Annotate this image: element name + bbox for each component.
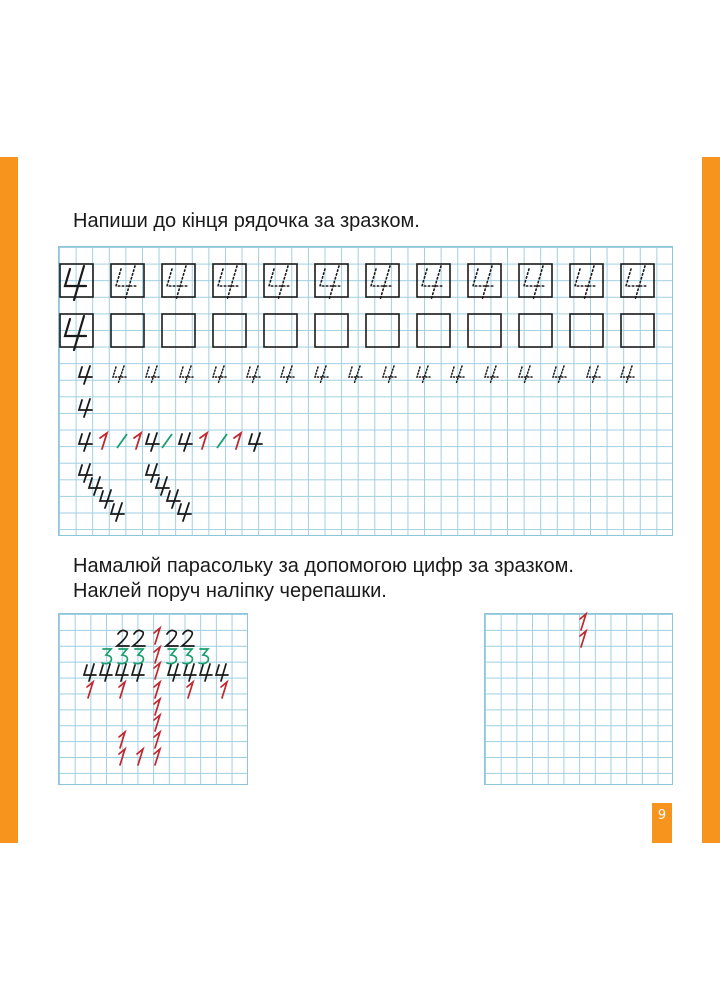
task1-instruction: Напиши до кінця рядочка за зразком. — [73, 210, 420, 232]
umbrella-line4 — [87, 682, 227, 698]
task2-instruction-line2: Наклей поруч наліпку черепашки. — [73, 580, 387, 602]
practice-start-ones — [580, 614, 586, 647]
umbrella-text-line3 — [323, 960, 330, 961]
umbrella-line3 — [84, 663, 228, 681]
row5-sequence — [301, 960, 309, 961]
umbrella-text-line2 — [317, 960, 323, 961]
umbrella-line1 — [117, 628, 194, 646]
practice-text-start — [341, 960, 342, 961]
page-number: 9 — [652, 803, 672, 843]
umbrella-line2 — [102, 647, 208, 664]
umbrella-stem — [154, 699, 160, 748]
task2-instruction-line1: Намалюй парасольку за допомогою цифр за зразком. — [73, 555, 574, 577]
